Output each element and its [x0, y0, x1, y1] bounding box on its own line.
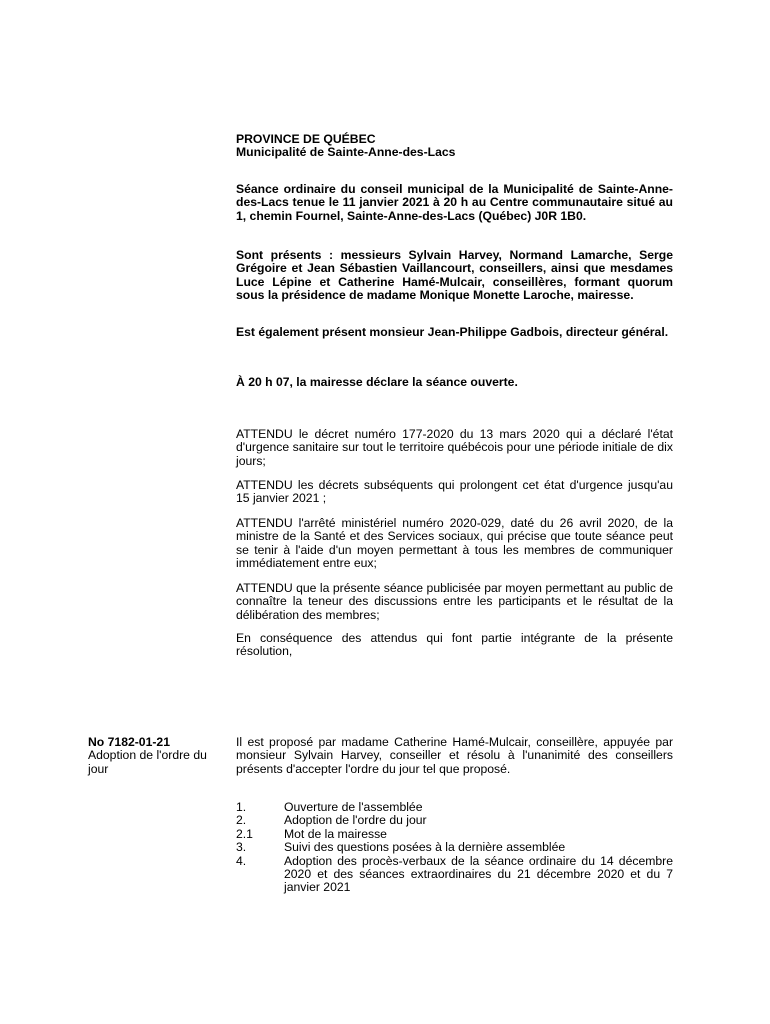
agenda-item-number: 1.: [236, 800, 247, 814]
agenda-item-text: Ouverture de l'assemblée: [284, 800, 423, 814]
consequence-paragraph: En conséquence des attendus qui font partie intégrante de la présente résolution,: [236, 631, 673, 659]
opening-statement: À 20 h 07, la mairesse déclare la séance ouverte.: [236, 375, 518, 389]
agenda-item-text: Adoption des procès-verbaux de la séance ordinaire du 14 décembre 2020 et des séances extraordinaires du 21 décembre 2020 et du 7 janvier 2021: [284, 853, 673, 895]
whereas-paragraph-3: ATTENDU l'arrêté ministériel numéro 2020-029, daté du 26 avril 2020, de la ministre de la Santé et des Services sociaux, qui précise que toute séance peut se tenir à l'aide d'un moyen permettant à tous les membres de communiquer immédiatement entre eux;: [236, 516, 673, 571]
agenda-item: [236, 828, 673, 841]
agenda-item: [236, 814, 673, 827]
also-present-paragraph: Est également présent monsieur Jean-Philippe Gadbois, directeur général.: [236, 325, 669, 339]
province-heading: PROVINCE DE QUÉBEC: [236, 132, 376, 146]
agenda-item: [236, 855, 673, 895]
attendance-paragraph: Sont présents : messieurs Sylvain Harvey, Normand Lamarche, Serge Grégoire et Jean Sébastien Vaillancourt, conseillers, ainsi que mesdames Luce Lépine et Catherine Hamé-Mulcair, conseillères, formant quorum sous la présidence de madame Monique Monette Laroche, mairesse.: [236, 248, 673, 303]
resolution-margin: [88, 736, 218, 776]
resolution-text: Il est proposé par madame Catherine Hamé-Mulcair, conseillère, appuyée par monsieur Sylvain Harvey, conseiller et résolu à l'unanimité des conseillers présents d'accepter l'ordre du jour tel que proposé.: [236, 735, 673, 776]
resolution-title: Adoption de l'ordre du jour: [88, 748, 207, 776]
agenda-item-text: Adoption de l'ordre du jour: [284, 813, 427, 828]
whereas-paragraph-2: ATTENDU les décrets subséquents qui prolongent cet état d'urgence jusqu'au 15 janvier 2021 ;: [236, 478, 673, 506]
municipality-heading: Municipalité de Sainte-Anne-des-Lacs: [236, 145, 456, 160]
agenda-item-text: Mot de la mairesse: [284, 826, 387, 841]
agenda-item: [236, 801, 673, 814]
resolution-number: No 7182-01-21: [88, 735, 170, 749]
agenda-item-number: 3.: [236, 840, 247, 855]
agenda-item: [236, 841, 673, 854]
whereas-paragraph-4: ATTENDU que la présente séance publicisée par moyen permettant au public de connaître la teneur des discussions entre les participants et le résultat de la délibération des membres;: [236, 581, 673, 622]
agenda-item-number: 2.: [236, 813, 247, 828]
agenda-list: [236, 801, 673, 895]
agenda-item-text: Suivi des questions posées à la dernière assemblée: [284, 840, 566, 855]
session-intro: Séance ordinaire du conseil municipal de la Municipalité de Sainte-Anne-des-Lacs tenue le 11 janvier 2021 à 20 h au Centre communautaire situé au 1, chemin Fournel, Sainte-Anne-des-Lacs (Québec) J0R 1B0.: [236, 182, 673, 223]
agenda-item-number: 2.1: [236, 826, 253, 841]
whereas-paragraph-1: ATTENDU le décret numéro 177-2020 du 13 mars 2020 qui a déclaré l'état d'urgence sanitaire sur tout le territoire québécois pour une période initiale de dix jours;: [236, 427, 673, 468]
agenda-item-number: 4.: [236, 853, 247, 868]
document-header: [236, 133, 673, 160]
